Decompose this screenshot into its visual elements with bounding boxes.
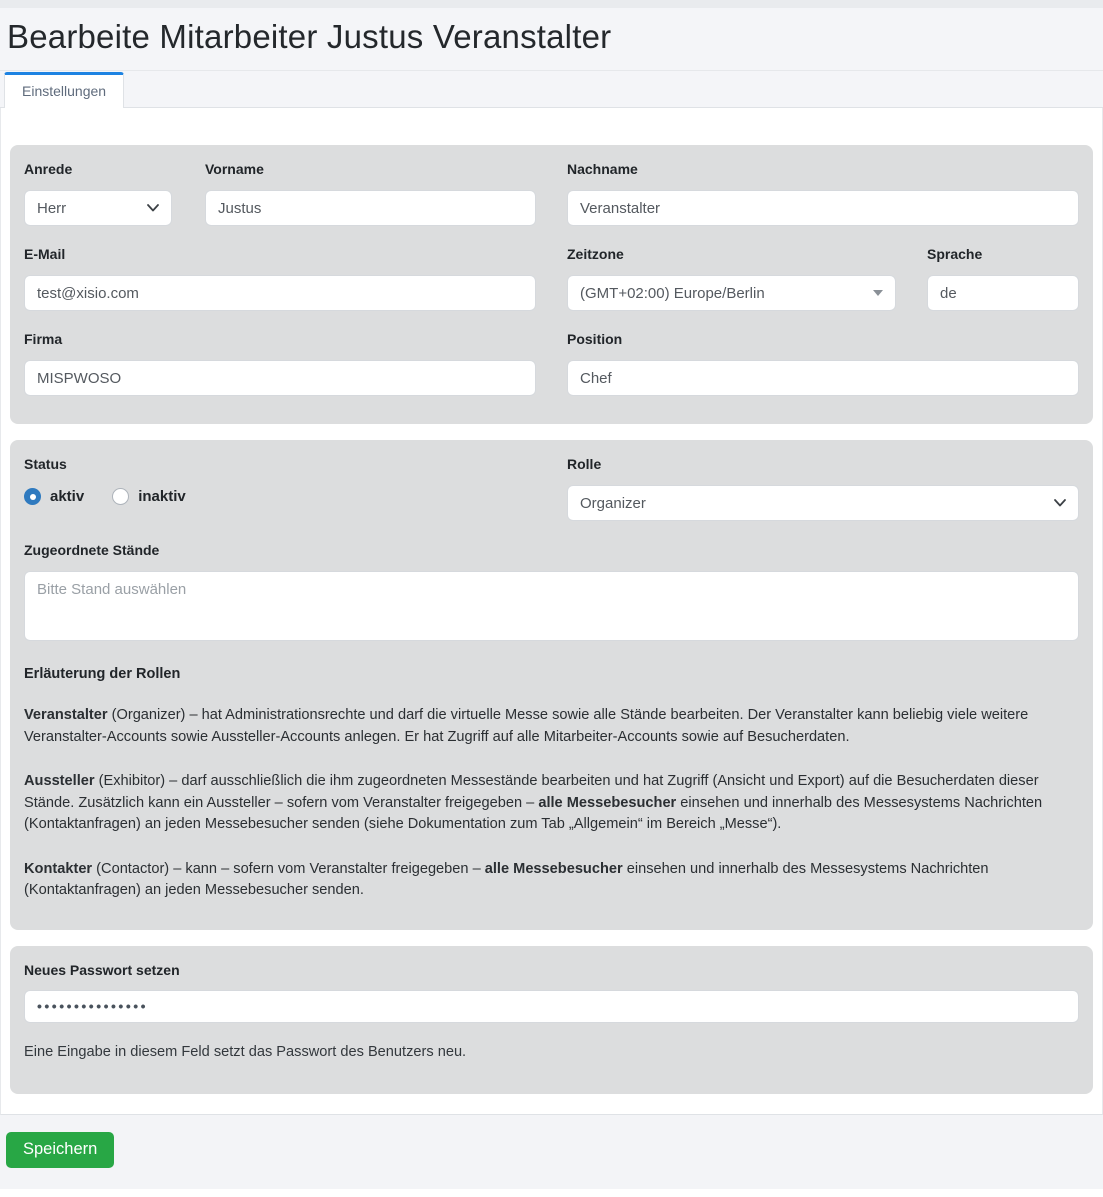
zeitzone-select[interactable] <box>567 275 896 311</box>
field-vorname <box>205 161 536 226</box>
chevron-down-icon <box>147 204 159 212</box>
staende-label: Zugeordnete Stände <box>24 542 160 558</box>
field-zeitzone <box>567 246 896 311</box>
role-paragraph-aussteller: Aussteller (Exhibitor) – darf ausschließlich die ihm zugeordneten Messestände bearbeiten und hat Zugriff (Ansicht und Export) auf die Besucherdaten dieser Stände. Zusätzlich kann ein Aussteller – sofern vom Veranstalter freigegeben – alle Messebesucher einsehen und innerhalb des Messesystems Nachrichten (Kontaktanfragen) an jeden Messebesucher senden (siehe Dokumentation zum Tab „Allgemein“ im Bereich „Messe“). <box>24 773 1043 832</box>
passwort-label: Neues Passwort setzen <box>24 961 180 978</box>
passwort-help-text: Eine Eingabe in diesem Feld setzt das Passwort des Benutzers neu. <box>24 1043 467 1060</box>
tab-content-panel <box>0 108 1103 1115</box>
field-firma <box>24 331 536 396</box>
field-position <box>567 331 1079 396</box>
nachname-input[interactable] <box>567 190 1079 226</box>
status-label: Status <box>24 456 67 472</box>
page-header <box>0 8 1103 71</box>
page-title: Bearbeite Mitarbeiter Justus Veranstalter <box>7 18 612 55</box>
field-email <box>24 246 536 311</box>
zeitzone-selected-value: (GMT+02:00) Europe/Berlin <box>580 284 765 302</box>
field-status <box>24 456 536 521</box>
nachname-label: Nachname <box>567 161 638 177</box>
vorname-input[interactable] <box>205 190 536 226</box>
field-sprache <box>927 246 1079 311</box>
anrede-selected-value: Herr <box>37 199 67 217</box>
rolle-label: Rolle <box>567 456 602 472</box>
tab-einstellungen[interactable] <box>4 72 124 108</box>
radio-unselected-icon <box>112 488 129 505</box>
anrede-label: Anrede <box>24 161 73 177</box>
dropdown-triangle-icon <box>873 290 883 296</box>
chevron-down-icon <box>1054 499 1066 507</box>
zeitzone-label: Zeitzone <box>567 246 624 262</box>
bottom-spacer <box>0 1189 1103 1197</box>
status-aktiv-label: aktiv <box>50 488 85 505</box>
sprache-label: Sprache <box>927 246 983 262</box>
vorname-label: Vorname <box>205 161 264 177</box>
card-status-role <box>10 440 1093 930</box>
tab-bar <box>0 71 1103 108</box>
sprache-input[interactable] <box>927 275 1079 311</box>
position-label: Position <box>567 331 623 347</box>
status-inaktiv-label: inaktiv <box>138 488 186 505</box>
top-strip <box>0 0 1103 8</box>
radio-selected-icon <box>24 488 41 505</box>
firma-label: Firma <box>24 331 63 347</box>
field-nachname <box>567 161 1079 226</box>
tab-einstellungen-label: Einstellungen <box>22 83 107 99</box>
email-input[interactable] <box>24 275 536 311</box>
footer-bar <box>0 1115 1103 1189</box>
save-button[interactable]: Speichern <box>6 1132 114 1168</box>
anrede-select[interactable] <box>24 190 172 226</box>
card-personal-data <box>10 145 1093 424</box>
firma-input[interactable] <box>24 360 536 396</box>
passwort-input[interactable] <box>24 990 1079 1023</box>
status-radio-inaktiv[interactable] <box>112 488 186 505</box>
rolle-select[interactable] <box>567 485 1079 521</box>
field-anrede <box>24 161 172 226</box>
card-password <box>10 946 1093 1094</box>
roles-explanation-heading: Erläuterung der Rollen <box>24 666 181 682</box>
field-staende <box>24 542 1079 641</box>
email-label: E-Mail <box>24 246 66 262</box>
position-input[interactable] <box>567 360 1079 396</box>
staende-multiselect[interactable] <box>24 571 1079 641</box>
role-paragraph-kontakter: Kontakter (Contactor) – kann – sofern vom Veranstalter freigegeben – alle Messebesucher einsehen und innerhalb des Messesystems Nachrichten (Kontaktanfragen) an jeden Messebesucher senden. <box>24 860 989 898</box>
rolle-selected-value: Organizer <box>580 494 646 512</box>
role-paragraph-veranstalter: Veranstalter (Organizer) – hat Administrationsrechte und darf die virtuelle Messe sowie alle Stände bearbeiten. Der Veranstalter kann beliebig viele weitere Veranstalter-Accounts sowie Aussteller-Accounts anlegen. Er hat Zugriff auf alle Mitarbeiter-Accounts sowie auf Besucherdaten. <box>24 707 1029 745</box>
status-radio-aktiv[interactable] <box>24 488 84 505</box>
field-rolle <box>567 456 1079 521</box>
